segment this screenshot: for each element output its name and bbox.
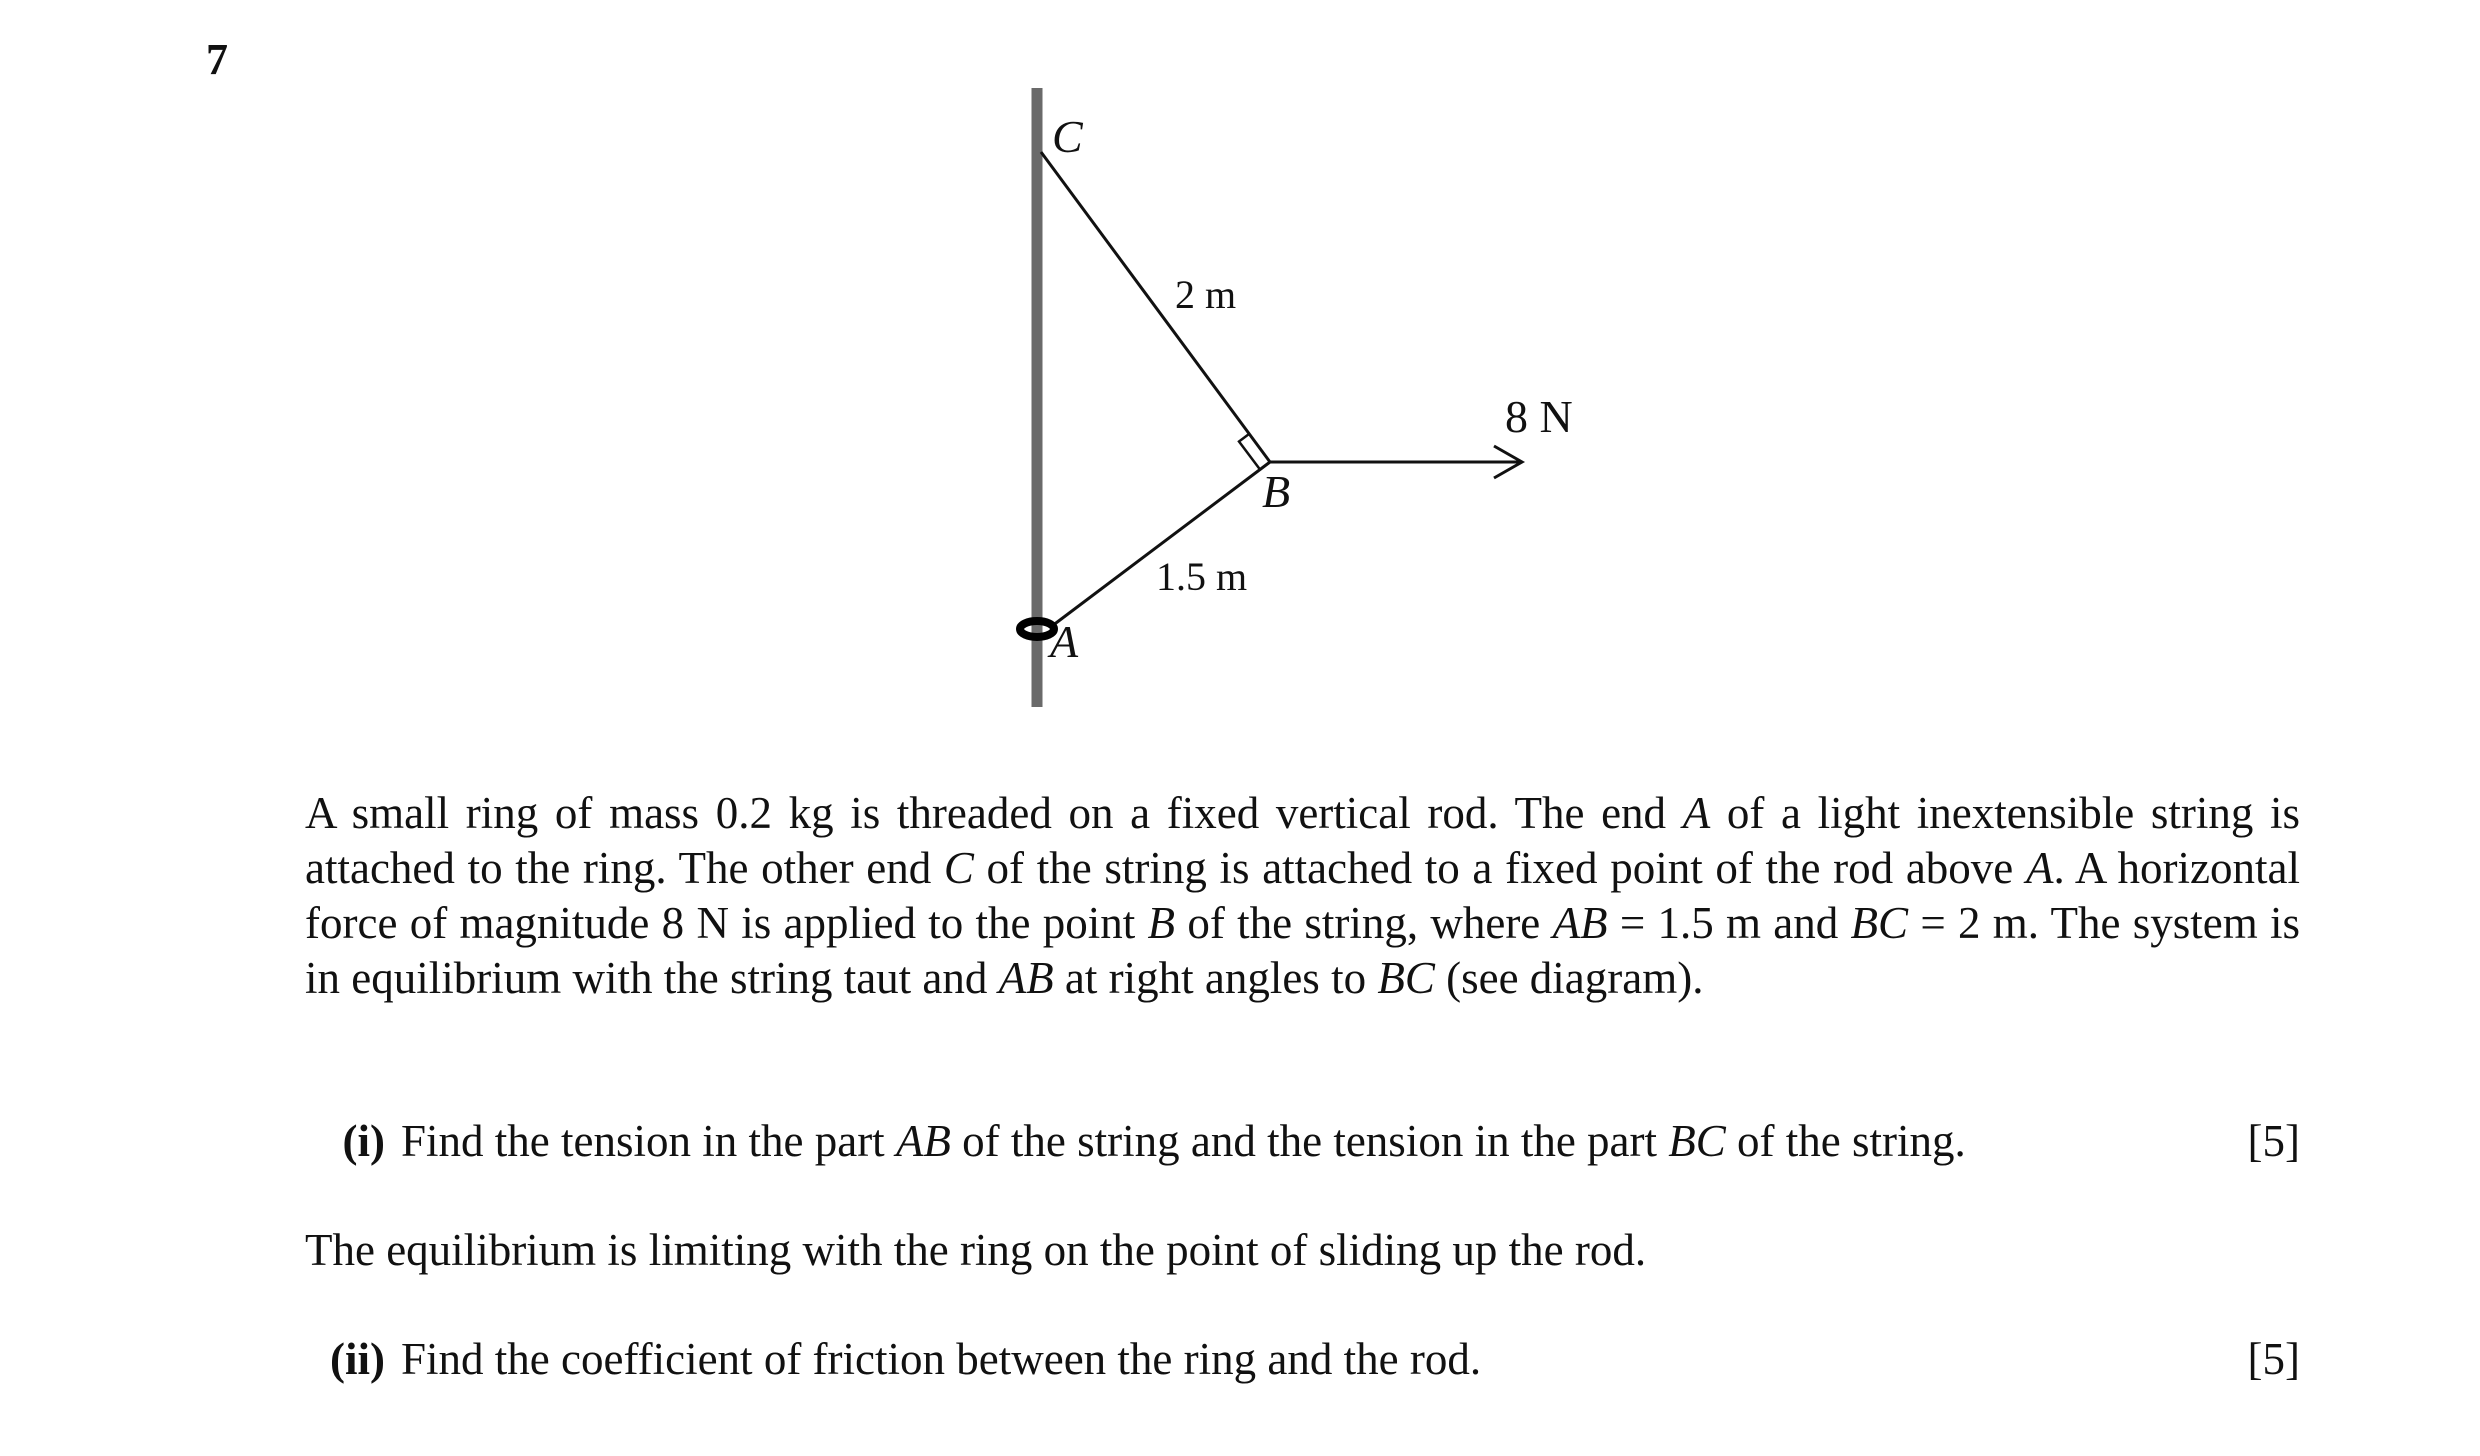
part-ii-marks: [5] <box>2247 1334 2300 1384</box>
string-ab <box>1052 462 1270 626</box>
question-stem: A small ring of mass 0.2 kg is threaded on a fixed vertical rod. The end A of a light inextensible string is attached to the ring. The other end C of the string is attached to a fixed point of the rod above A. A horizontal force of magnitude 8 N is applied to the point B of the string, where AB = 1.5 m and BC = 2 m. The system is in equilibrium with the string taut and AB at right angles to BC (see diagram). <box>305 788 2300 1003</box>
part-i-marks: [5] <box>2247 1116 2300 1166</box>
label-a: A <box>1050 616 1079 667</box>
label-ab-length: 1.5 m <box>1156 554 1248 599</box>
part-ii-number: (ii) <box>330 1334 385 1384</box>
label-b: B <box>1262 466 1291 517</box>
question-number: 7 <box>206 35 228 84</box>
label-bc-length: 2 m <box>1175 272 1237 317</box>
label-c: C <box>1052 111 1083 162</box>
part-i-number: (i) <box>342 1116 385 1166</box>
label-force: 8 N <box>1505 391 1573 442</box>
middle-statement: The equilibrium is limiting with the ring on the point of sliding up the rod. <box>305 1225 1647 1275</box>
part-i-text: Find the tension in the part AB of the string and the tension in the part BC of the string. <box>401 1116 1966 1166</box>
part-ii-text: Find the coefficient of friction between the ring and the rod. <box>401 1334 1482 1384</box>
